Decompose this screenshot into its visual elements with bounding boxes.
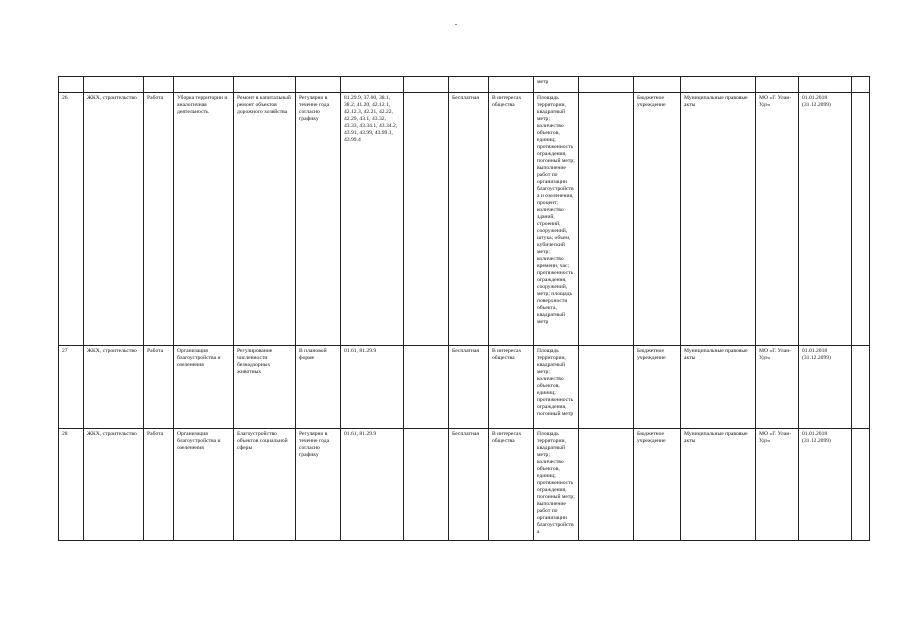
conditions-cell: В плановой форме xyxy=(296,346,341,429)
institution-type-cell: Бюджетное учреждение xyxy=(634,429,681,541)
empty-cell xyxy=(404,429,449,541)
interest-cell: В интересах общества xyxy=(489,346,534,429)
cell xyxy=(579,77,634,93)
cell xyxy=(84,77,144,93)
cell xyxy=(59,77,84,93)
table-row-continuation xyxy=(59,77,870,93)
sphere-cell: ЖКХ, строительство xyxy=(84,93,144,346)
scan-speck xyxy=(455,24,457,25)
municipality-cell: МО «Г. Улан-Удэ» xyxy=(756,346,799,429)
cell xyxy=(174,77,234,93)
interest-cell: В интересах общества xyxy=(489,93,534,346)
legal-acts-cell: Муниципальные правовые акты xyxy=(681,429,756,541)
codes-cell: 81.29.9, 37.00, 38.1, 38.2, 41.20, 42.12.1, 42.12.3, 42.21, 42.22, 42.29, 43.1, 43.32, 43.33, 43.34.1, 43.34.2, 43.91, 43.99, 43.99.1, 43.99.4 xyxy=(341,93,404,346)
services-register-table xyxy=(58,76,870,541)
type-cell: Работа xyxy=(144,93,174,346)
content-cell: Благоустройство объектов социальной сферы xyxy=(234,429,296,541)
empty-cell xyxy=(404,346,449,429)
cell xyxy=(634,77,681,93)
legal-acts-cell: Муниципальные правовые акты xyxy=(681,93,756,346)
cell xyxy=(404,77,449,93)
units-cell: Площадь территории, квадратный метр; количество объектов, единиц; протяженность ограждения, погонный метр xyxy=(534,346,579,429)
codes-cell: 01.61, 81.29.9 xyxy=(341,346,404,429)
units-cell: Площадь территории, квадратный метр; количество объектов, единиц; протяженность ограждения, погонный метр; выполнение работ по организации благоустройства и озеленения, процент; количество зданий, строений, сооружений, штука; объем, кубический метр; количество времени, час; протяженность ограждения, сооружений, метр; площадь поверхности объекта, квадратный метр xyxy=(534,93,579,346)
cell xyxy=(144,77,174,93)
cell xyxy=(799,77,852,93)
empty-cell xyxy=(404,93,449,346)
cell xyxy=(296,77,341,93)
cell xyxy=(234,77,296,93)
sphere-cell: ЖКХ, строительство xyxy=(84,429,144,541)
cell xyxy=(341,77,404,93)
type-cell: Работа xyxy=(144,429,174,541)
codes-cell: 01.61, 81.29.9 xyxy=(341,429,404,541)
conditions-cell: Регулярно в течение года согласно графику xyxy=(296,429,341,541)
empty-cell xyxy=(579,93,634,346)
table-row xyxy=(59,93,870,346)
legal-acts-cell: Муниципальные правовые акты xyxy=(681,346,756,429)
interest-cell: В интересах общества xyxy=(489,429,534,541)
activity-cell: Уборка территории и аналогичная деятельность xyxy=(174,93,234,346)
activity-cell: Организация благоустройства и озеленения xyxy=(174,429,234,541)
cell xyxy=(489,77,534,93)
content-cell: Ремонт в капитальный ремонт объектов дорожного хозяйства xyxy=(234,93,296,346)
cell xyxy=(449,77,489,93)
municipality-cell: МО «Г. Улан-Удэ» xyxy=(756,93,799,346)
sphere-cell: ЖКХ, строительство xyxy=(84,346,144,429)
date-cell: 01.01.2018 (31.12.2099) xyxy=(799,93,852,346)
date-cell: 01.01.2018 (31.12.2099) xyxy=(799,429,852,541)
date-cell: 01.01.2018 (31.12.2099) xyxy=(799,346,852,429)
payment-cell: Бесплатная xyxy=(449,429,489,541)
cell xyxy=(756,77,799,93)
empty-cell xyxy=(579,346,634,429)
units-cell: метр xyxy=(534,77,579,93)
units-cell: Площадь территории, квадратный метр; количество объектов, единиц; протяженность ограждения, погонный метр; выполнение работ по организации благоустройства xyxy=(534,429,579,541)
cell xyxy=(852,93,870,346)
row-number: 27 xyxy=(59,346,84,429)
payment-cell: Бесплатная xyxy=(449,346,489,429)
row-number: 28 xyxy=(59,429,84,541)
table-row xyxy=(59,346,870,429)
cell xyxy=(852,346,870,429)
type-cell: Работа xyxy=(144,346,174,429)
activity-cell: Организация благоустройства и озеленения xyxy=(174,346,234,429)
cell xyxy=(852,77,870,93)
institution-type-cell: Бюджетное учреждение xyxy=(634,93,681,346)
institution-type-cell: Бюджетное учреждение xyxy=(634,346,681,429)
content-cell: Регулирование численности безнадзорных животных xyxy=(234,346,296,429)
payment-cell: Бесплатная xyxy=(449,93,489,346)
municipality-cell: МО «Г. Улан-Удэ» xyxy=(756,429,799,541)
cell xyxy=(681,77,756,93)
table-row xyxy=(59,429,870,541)
row-number: 26 xyxy=(59,93,84,346)
conditions-cell: Регулярно в течение года согласно графику xyxy=(296,93,341,346)
empty-cell xyxy=(579,429,634,541)
cell xyxy=(852,429,870,541)
